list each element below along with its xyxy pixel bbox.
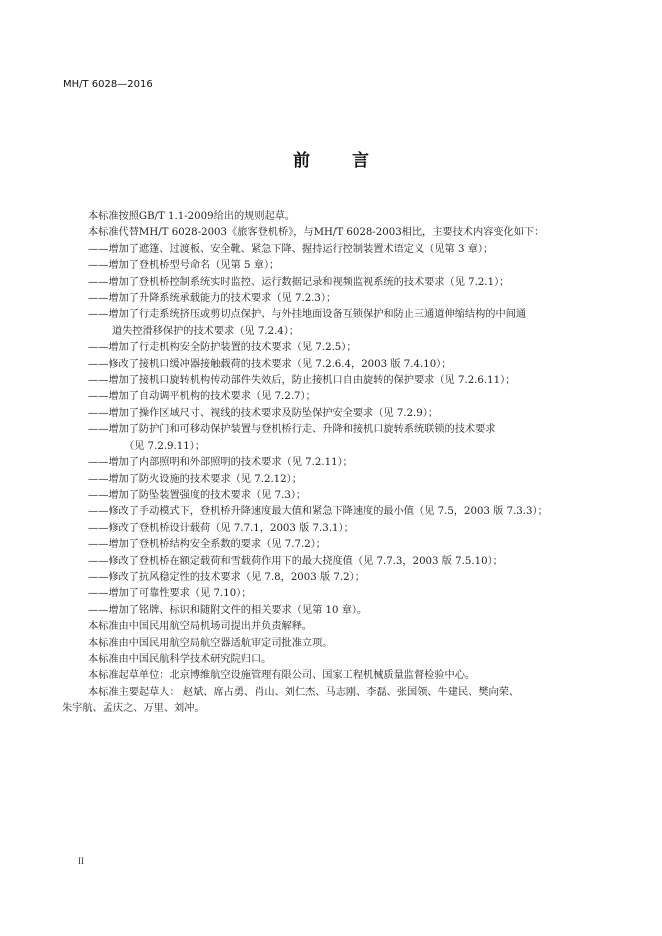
change-list-item: ——修改了手动模式下，登机桥升降速度最大值和紧急下降速度的最小值（见 7.5，2003 版 7.3.3）； (88, 506, 548, 518)
paragraph-line: 本标准代替MH/T 6028-2003《旅客登机桥》，与MH/T 6028-2003相比，主要技术内容变化如下： (88, 227, 545, 239)
change-list-item: ——修改了登机桥在额定载荷和雪载荷作用下的最大挠度值（见 7.7.3，2003 版 7.5.10）； (88, 555, 503, 567)
change-list-item: ——增加了可靠性要求（见 7.10）； (88, 588, 252, 600)
document-body (62, 209, 588, 718)
change-list-item: ——增加了铭牌、标识和随附文件的相关要求（见第 10 章）。 (88, 604, 368, 616)
page-number: II (78, 856, 84, 866)
change-list-item: ——增加了升降系统承载能力的技术要求（见 7.2.3）； (88, 293, 337, 305)
change-list-item: ——修改了接机口缓冲器接触载荷的技术要求（见 7.2.6.4，2003 版 7.4.10）； (88, 358, 452, 370)
change-list-item: ——增加了防火设施的技术要求（见 7.2.12）； (88, 473, 302, 485)
change-list-item: ——修改了抗风稳定性的技术要求（见 7.8，2003 版 7.2）； (88, 571, 365, 583)
page-title: 前 言 (293, 151, 387, 171)
change-list-item: ——修改了登机桥设计载荷（见 7.7.1，2003 版 7.3.1）； (88, 522, 354, 534)
paragraph-line: 本标准按照GB/T 1.1-2009给出的规则起草。 (88, 211, 296, 222)
paragraph-line: 本标准由中国民用航空局航空器适航审定司批准立项。 (88, 637, 333, 649)
paragraph-line: 本标准主要起草人： 赵斌、席占勇、肖山、刘仁杰、马志刚、李磊、张国领、牛建民、樊向荣、 (88, 686, 520, 698)
change-list-item: ——增加了防坠装置强度的技术要求（见 7.3）； (88, 489, 307, 501)
paragraph-line: 本标准由中国民航科学技术研究院归口。 (88, 653, 272, 665)
paragraph-line: 本标准由中国民用航空局机场司提出并负责解释。 (88, 621, 313, 633)
change-list-item: ——增加了接机口旋转机构传动部件失效后，防止接机口自由旋转的保护要求（见 7.2.6.11）； (88, 375, 516, 387)
change-list-item: ——增加了登机桥结构安全系数的要求（见 7.7.2）； (88, 539, 326, 551)
paragraph-line: 道失控滑移保护的技术要求（见 7.2.4）； (112, 325, 300, 337)
change-list-item: ——增加了自动调平机构的技术要求（见 7.2.7）； (88, 391, 316, 403)
change-list-item: ——增加了登机桥控制系统实时监控、运行数据记录和视频监视系统的技术要求（见 7.2.1）； (88, 276, 510, 288)
paragraph-line: （见 7.2.9.11）； (124, 440, 206, 452)
change-list-item: ——增加了登机桥型号命名（见第 5 章）； (88, 260, 280, 272)
change-list-item: ——增加了行走系统挤压或剪切点保护、与外挂地面设备互锁保护和防止三通道伸缩结构的中间通 (88, 309, 527, 321)
change-list-item: ——增加了遮篷、过渡板、安全靴、紧急下降、握持运行控制装置术语定义（见第 3 章）； (88, 243, 494, 255)
change-list-item: ——增加了防护门和可移动保护装置与登机桥行走、升降和接机口旋转系统联锁的技术要求 (88, 424, 496, 436)
change-list-item: ——增加了内部照明和外部照明的技术要求（见 7.2.11）； (88, 457, 353, 469)
change-list-item: ——增加了操作区域尺寸、视线的技术要求及防坠保护安全要求（见 7.2.9）； (88, 407, 439, 419)
paragraph-line: 朱宇航、孟庆之、万里、刘冲。 (62, 703, 205, 715)
change-list-item: ——增加了行走机构安全防护装置的技术要求（见 7.2.5）； (88, 342, 357, 354)
paragraph-line: 本标准起草单位：北京博维航空设施管理有限公司、国家工程机械质量监督检验中心。 (88, 670, 476, 682)
document-number: MH/T 6028—2016 (63, 79, 153, 90)
